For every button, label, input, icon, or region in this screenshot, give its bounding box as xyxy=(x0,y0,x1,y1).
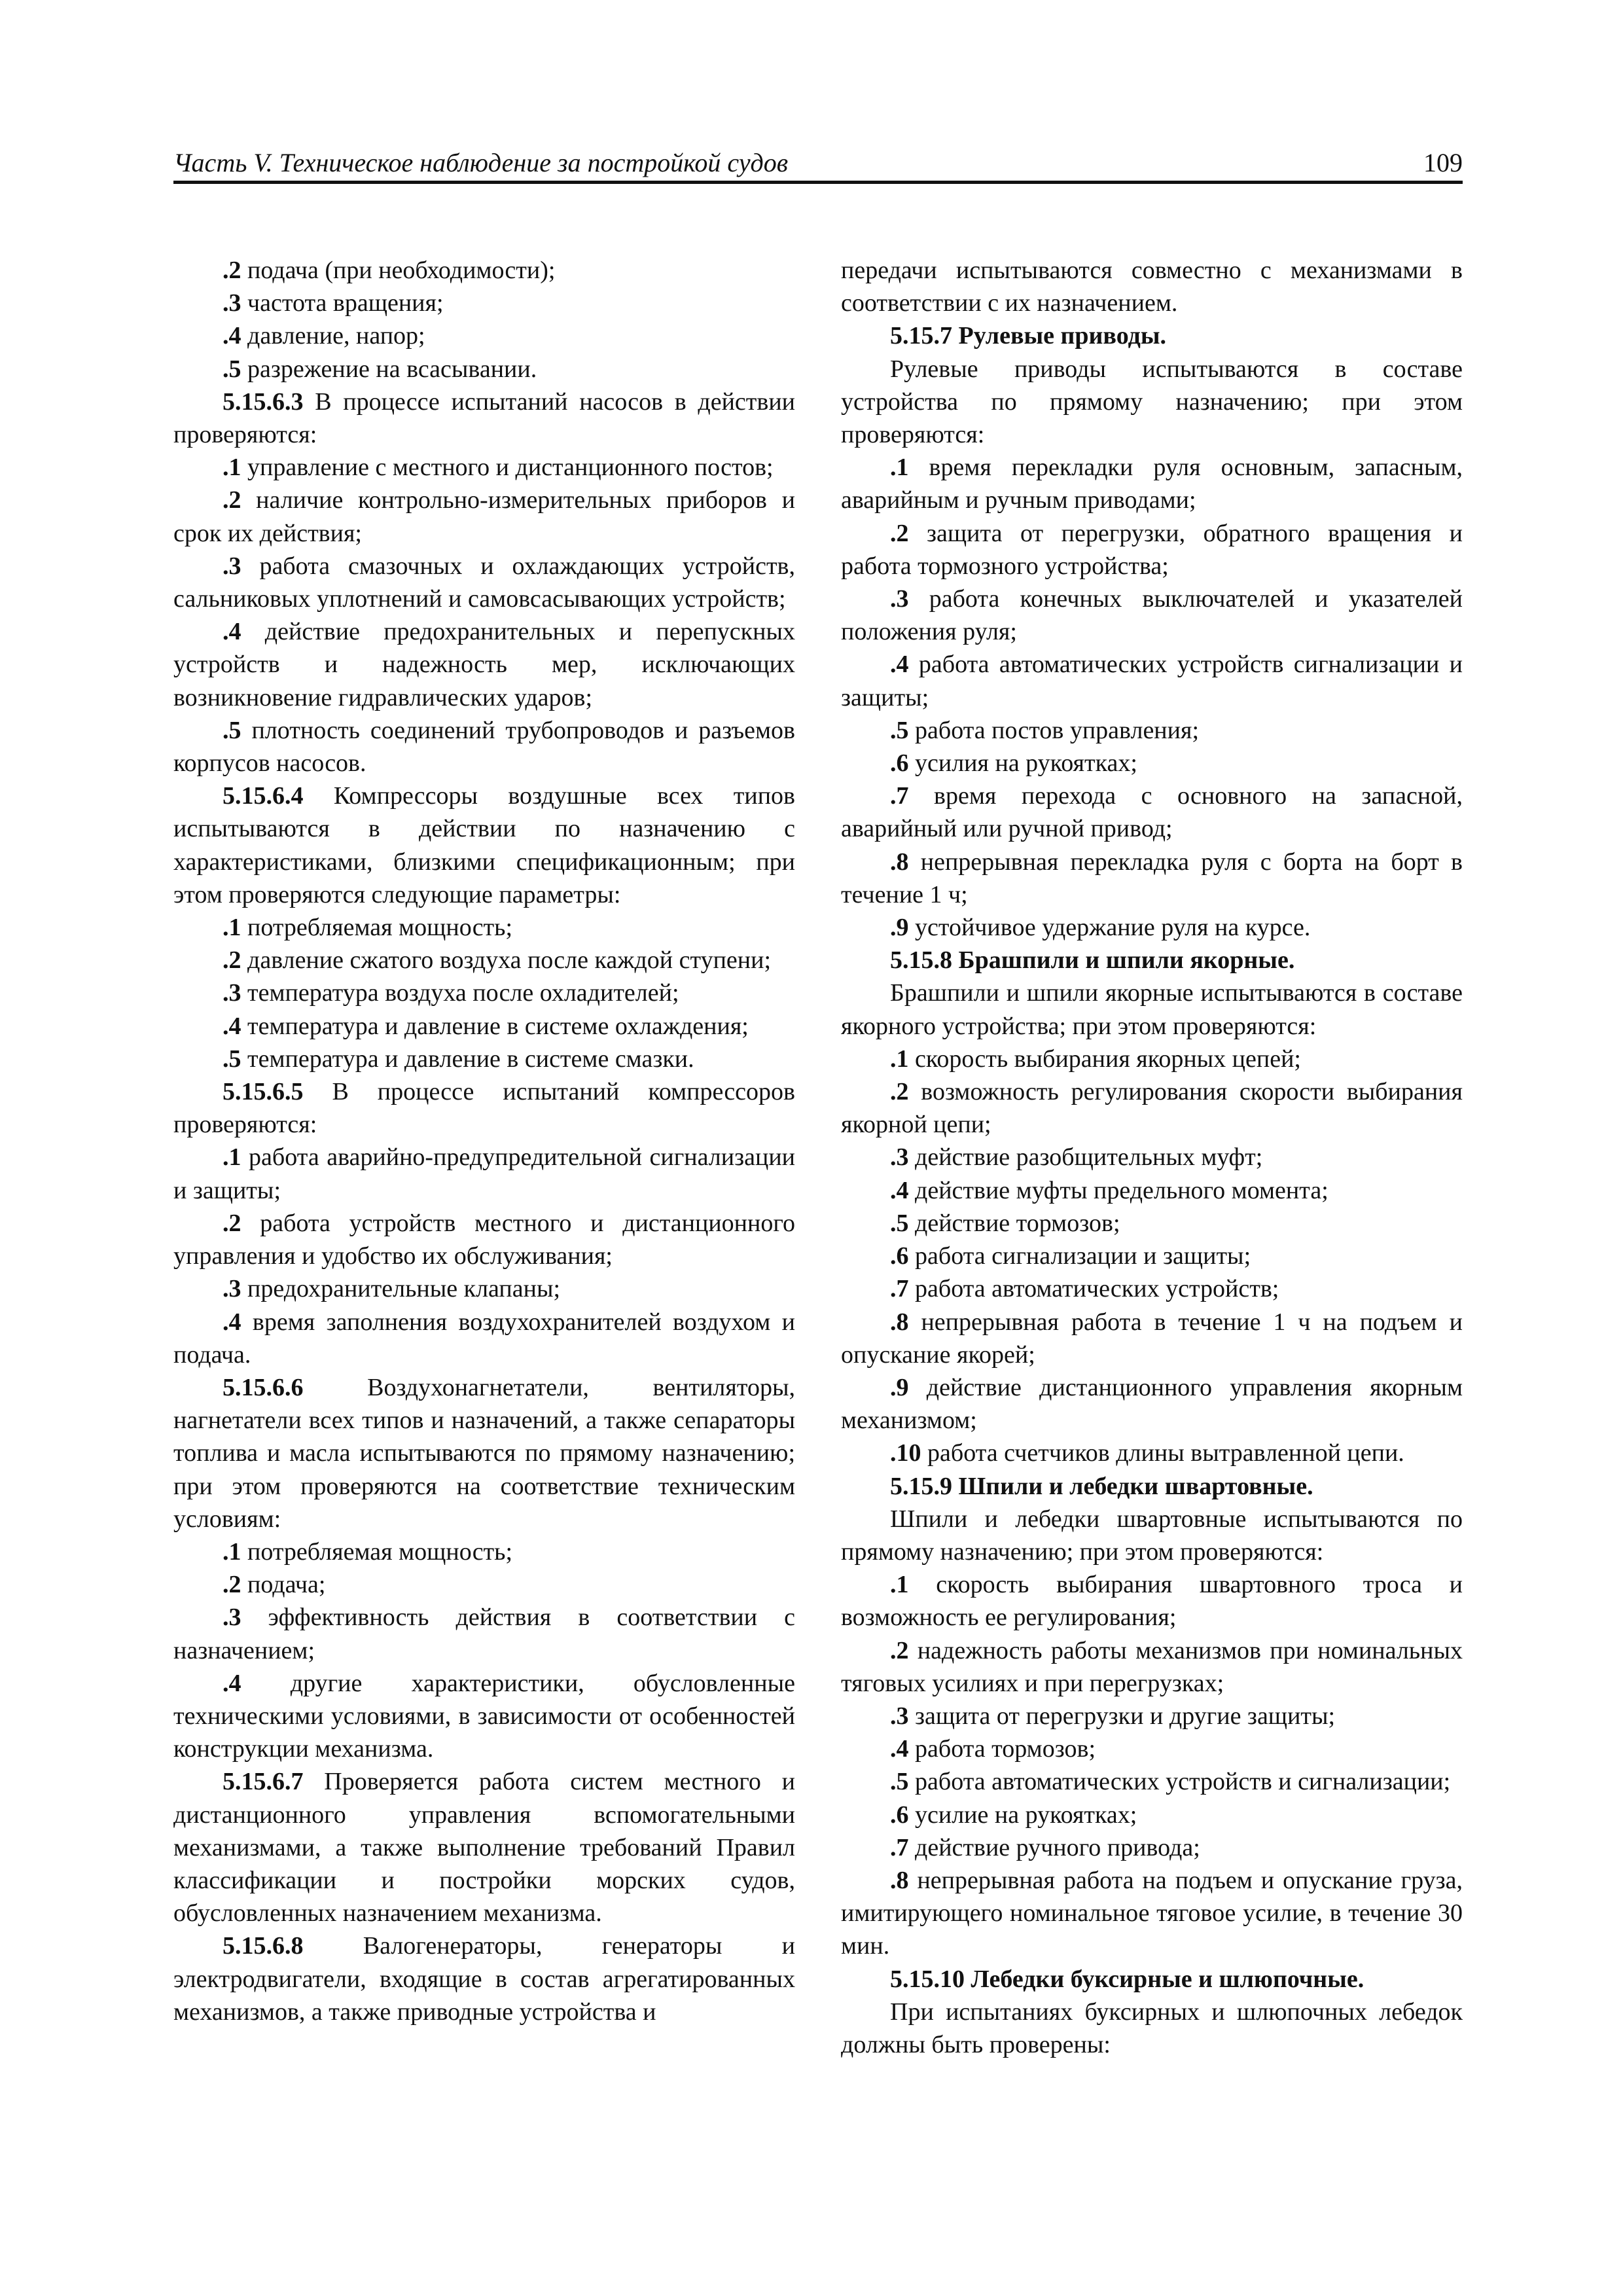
clause-number: 5.15.10 Лебедки буксирные и шлюпочные. xyxy=(890,1965,1364,1993)
paragraph-text: скорость выбирания якорных цепей; xyxy=(908,1045,1301,1073)
clause-number: .8 xyxy=(890,1308,909,1336)
paragraph-text: возможность регулирования скорости выбирания якорной цепи; xyxy=(841,1078,1463,1139)
paragraph xyxy=(841,1503,1463,1568)
paragraph xyxy=(841,451,1463,516)
paragraph-text: частота вращения; xyxy=(241,289,444,317)
paragraph-text: время заполнения воздухохранителей воздухом и подача. xyxy=(173,1308,795,1369)
paragraph-text: работа автоматических устройств; xyxy=(908,1275,1279,1303)
paragraph xyxy=(841,911,1463,944)
paragraph xyxy=(841,747,1463,780)
clause-number: .3 xyxy=(890,1143,909,1172)
clause-number: .6 xyxy=(890,1242,909,1270)
clause-number: .4 xyxy=(223,618,241,646)
paragraph xyxy=(173,386,795,451)
paragraph-text: потребляемая мощность; xyxy=(241,1537,513,1566)
paragraph-text: работа автоматических устройств и сигнализации; xyxy=(908,1768,1451,1796)
paragraph-text: работа смазочных и охлаждающих устройств, сальниковых уплотнений и самовсасывающих устройств; xyxy=(173,552,795,613)
paragraph-text: работа постов управления; xyxy=(908,716,1200,744)
paragraph-text: подача (при необходимости); xyxy=(241,257,556,284)
paragraph xyxy=(841,780,1463,845)
paragraph-text: непрерывная работа на подъем и опускание груза, имитирующего номинальное тяговое усилие, в течение 30 мин. xyxy=(841,1866,1463,1960)
clause-number: .1 xyxy=(223,1537,241,1566)
clause-number: .6 xyxy=(890,749,909,778)
clause-number: .2 xyxy=(223,1209,241,1237)
clause-number: .8 xyxy=(890,1866,909,1894)
paragraph xyxy=(841,1272,1463,1305)
paragraph xyxy=(841,977,1463,1042)
paragraph xyxy=(173,319,795,352)
clause-number: .1 xyxy=(890,454,909,482)
paragraph-text: Брашпили и шпили якорные испытываются в составе якорного устройства; при этом проверяются: xyxy=(841,979,1463,1040)
paragraph xyxy=(173,714,795,780)
paragraph xyxy=(841,1371,1463,1437)
paragraph xyxy=(841,1306,1463,1371)
paragraph xyxy=(173,1371,795,1535)
clause-number: .4 xyxy=(890,1735,909,1763)
paragraph-text: работа счетчиков длины вытравленной цепи. xyxy=(921,1439,1404,1467)
clause-number: .7 xyxy=(890,782,909,810)
clause-number: .3 xyxy=(890,585,909,613)
paragraph xyxy=(841,1043,1463,1075)
paragraph-text: температура и давление в системе охлаждения; xyxy=(241,1012,749,1040)
clause-number: .3 xyxy=(223,552,241,580)
clause-number: 5.15.6.7 xyxy=(223,1768,304,1796)
paragraph-text: температура воздуха после охладителей; xyxy=(241,979,679,1007)
paragraph xyxy=(841,1470,1463,1503)
clause-number: .8 xyxy=(890,848,909,876)
paragraph-text: усилие на рукоятках; xyxy=(908,1801,1137,1829)
paragraph xyxy=(841,1240,1463,1272)
paragraph xyxy=(173,1667,795,1766)
paragraph-text: Шпили и лебедки швартовные испытываются по прямому назначению; при этом проверяются: xyxy=(841,1505,1463,1566)
clause-number: 5.15.8 Брашпили и шпили якорные. xyxy=(890,946,1295,975)
clause-number: .5 xyxy=(223,1045,241,1073)
paragraph-text: защита от перегрузки и другие защиты; xyxy=(908,1702,1336,1730)
paragraph xyxy=(841,1963,1463,1996)
clause-number: .2 xyxy=(890,1078,909,1106)
clause-number: .3 xyxy=(223,1604,241,1632)
paragraph xyxy=(841,353,1463,452)
paragraph-text: работа аварийно-предупредительной сигнализации и защиты; xyxy=(173,1143,795,1204)
paragraph-text: время перекладки руля основным, запасным, аварийным и ручным приводами; xyxy=(841,454,1463,514)
paragraph-text: В процессе испытаний насосов в действии проверяются: xyxy=(173,387,795,449)
clause-number: .3 xyxy=(223,289,241,317)
paragraph xyxy=(173,1765,795,1929)
paragraph xyxy=(173,944,795,977)
paragraph-text: время перехода с основного на запасной, аварийный или ручной привод; xyxy=(841,782,1463,843)
paragraph-text: предохранительные клапаны; xyxy=(241,1275,561,1303)
paragraph xyxy=(173,1568,795,1601)
clause-number: .4 xyxy=(223,1669,241,1697)
paragraph xyxy=(173,254,795,287)
clause-number: 5.15.6.6 xyxy=(223,1373,304,1401)
paragraph xyxy=(841,1700,1463,1732)
paragraph-text: другие характеристики, обусловленные техническими условиями, в зависимости от особенностей конструкции механизма. xyxy=(173,1669,795,1763)
paragraph-text: Рулевые приводы испытываются в составе устройства по прямому назначению; при этом проверяются: xyxy=(841,355,1463,449)
paragraph-text: давление сжатого воздуха после каждой ступени; xyxy=(241,946,772,975)
paragraph xyxy=(173,1010,795,1043)
clause-number: .4 xyxy=(223,322,241,350)
paragraph xyxy=(173,550,795,615)
paragraph-text: передачи испытываются совместно с механизмами в соответствии с их назначением. xyxy=(841,257,1463,317)
paragraph xyxy=(841,1437,1463,1469)
paragraph-text: непрерывная перекладка руля с борта на борт в течение 1 ч; xyxy=(841,848,1463,908)
paragraph xyxy=(841,1634,1463,1700)
clause-number: .9 xyxy=(890,914,909,942)
paragraph-text: температура и давление в системе смазки. xyxy=(241,1045,694,1073)
clause-number: .4 xyxy=(890,651,909,679)
paragraph-text: разрежение на всасывании. xyxy=(241,355,537,383)
paragraph xyxy=(173,1207,795,1272)
clause-number: 5.15.6.4 xyxy=(223,782,304,810)
right-column xyxy=(841,254,1463,2061)
paragraph-text: Проверяется работа систем местного и дистанционного управления вспомогательными механизмами, а также выполнение требований Правил классификации и постройки морских судов, обусловленных назначением механизма. xyxy=(173,1768,795,1928)
paragraph-text: устойчивое удержание руля на курсе. xyxy=(908,914,1311,942)
clause-number: .5 xyxy=(223,355,241,383)
paragraph xyxy=(841,1568,1463,1634)
clause-number: 5.15.6.5 xyxy=(223,1078,304,1106)
clause-number: .7 xyxy=(890,1833,909,1861)
paragraph-text: надежность работы механизмов при номинальных тяговых усилиях и при перегрузках; xyxy=(841,1636,1463,1697)
clause-number: 5.15.6.8 xyxy=(223,1932,304,1960)
paragraph xyxy=(173,1272,795,1305)
paragraph xyxy=(841,1075,1463,1141)
paragraph-text: При испытаниях буксирных и шлюпочных лебедок должны быть проверены: xyxy=(841,1998,1463,2058)
paragraph-text: действие муфты предельного момента; xyxy=(908,1176,1329,1204)
paragraph xyxy=(173,1075,795,1141)
clause-number: .1 xyxy=(223,1143,241,1172)
clause-number: 5.15.9 Шпили и лебедки швартовные. xyxy=(890,1472,1313,1500)
paragraph-text: работа автоматических устройств сигнализации и защиты; xyxy=(841,651,1463,711)
running-header xyxy=(173,139,1463,184)
paragraph xyxy=(841,1799,1463,1831)
paragraph xyxy=(841,1141,1463,1174)
paragraph xyxy=(841,648,1463,713)
clause-number: .5 xyxy=(223,716,241,744)
paragraph xyxy=(841,1207,1463,1240)
paragraph-text: защита от перегрузки, обратного вращения и работа тормозного устройства; xyxy=(841,519,1463,580)
paragraph xyxy=(173,911,795,944)
paragraph-text: действие разобщительных муфт; xyxy=(908,1143,1263,1172)
paragraph-text: усилия на рукоятках; xyxy=(908,749,1137,778)
clause-number: .10 xyxy=(890,1439,921,1467)
clause-number: .1 xyxy=(890,1571,909,1599)
clause-number: .2 xyxy=(890,519,909,547)
clause-number: .1 xyxy=(223,454,241,482)
paragraph xyxy=(173,287,795,319)
paragraph xyxy=(173,353,795,386)
paragraph-text: управление с местного и дистанционного постов; xyxy=(241,454,774,482)
paragraph-text: действие тормозов; xyxy=(908,1209,1120,1237)
paragraph xyxy=(841,1996,1463,2061)
paragraph xyxy=(841,254,1463,319)
paragraph-text: работа устройств местного и дистанционного управления и удобство их обслуживания; xyxy=(173,1209,795,1270)
paragraph-text: непрерывная работа в течение 1 ч на подъем и опускание якорей; xyxy=(841,1308,1463,1369)
paragraph xyxy=(841,583,1463,648)
paragraph xyxy=(841,1765,1463,1798)
paragraph xyxy=(841,714,1463,747)
clause-number: .3 xyxy=(223,979,241,1007)
page-number: 109 xyxy=(1423,148,1463,177)
paragraph xyxy=(173,977,795,1009)
paragraph xyxy=(841,944,1463,977)
clause-number: .9 xyxy=(890,1373,909,1401)
clause-number: 5.15.6.3 xyxy=(223,387,304,416)
clause-number: .2 xyxy=(223,1571,241,1599)
paragraph-text: действие предохранительных и перепускных устройств и надежность мер, исключающих возникновение гидравлических ударов; xyxy=(173,618,795,711)
clause-number: .3 xyxy=(223,1275,241,1303)
paragraph xyxy=(841,517,1463,583)
clause-number: .2 xyxy=(890,1636,909,1664)
paragraph-text: Валогенераторы, генераторы и электродвигатели, входящие в состав агрегатированных механизмов, а также приводные устройства и xyxy=(173,1932,795,2026)
paragraph-text: Воздухонагнетатели, вентиляторы, нагнетатели всех типов и назначений, а также сепараторы топлива и масла испытываются по прямому назначению; при этом проверяются на соответствие техническим условиям: xyxy=(173,1373,795,1533)
paragraph-text: действие дистанционного управления якорным механизмом; xyxy=(841,1373,1463,1435)
clause-number: .2 xyxy=(223,946,241,975)
paragraph-text: скорость выбирания швартовного троса и возможность ее регулирования; xyxy=(841,1571,1463,1632)
paragraph xyxy=(173,1141,795,1206)
paragraph xyxy=(173,1601,795,1666)
header-title: Часть V. Техническое наблюдение за постройкой судов xyxy=(173,148,789,177)
clause-number: .3 xyxy=(890,1702,909,1730)
paragraph xyxy=(173,451,795,484)
clause-number: .5 xyxy=(890,716,909,744)
paragraph xyxy=(841,1864,1463,1963)
clause-number: .4 xyxy=(223,1012,241,1040)
clause-number: .1 xyxy=(890,1045,909,1073)
paragraph xyxy=(173,780,795,911)
paragraph-text: подача; xyxy=(241,1571,326,1599)
clause-number: 5.15.7 Рулевые приводы. xyxy=(890,322,1166,350)
clause-number: .7 xyxy=(890,1275,909,1303)
paragraph xyxy=(841,1174,1463,1207)
paragraph xyxy=(173,1535,795,1568)
paragraph-text: плотность соединений трубопроводов и разъемов корпусов насосов. xyxy=(173,716,795,778)
clause-number: .4 xyxy=(890,1176,909,1204)
paragraph-text: Компрессоры воздушные всех типов испытываются в действии по назначению с характеристиками, близкими спецификационным; при этом проверяются следующие параметры: xyxy=(173,782,795,908)
paragraph-text: В процессе испытаний компрессоров проверяются: xyxy=(173,1078,795,1139)
clause-number: .2 xyxy=(223,486,241,514)
paragraph-text: давление, напор; xyxy=(241,322,425,350)
paragraph-text: работа конечных выключателей и указателей положения руля; xyxy=(841,585,1463,646)
paragraph xyxy=(173,615,795,714)
paragraph xyxy=(841,1831,1463,1864)
clause-number: .2 xyxy=(223,257,241,284)
paragraph xyxy=(173,1043,795,1075)
paragraph xyxy=(173,1929,795,2028)
paragraph xyxy=(173,1306,795,1371)
left-column xyxy=(173,254,795,2028)
paragraph-text: наличие контрольно-измерительных приборов и срок их действия; xyxy=(173,486,795,547)
clause-number: .5 xyxy=(890,1209,909,1237)
clause-number: .4 xyxy=(223,1308,241,1336)
paragraph-text: эффективность действия в соответствии с назначением; xyxy=(173,1604,795,1664)
clause-number: .5 xyxy=(890,1768,909,1796)
paragraph xyxy=(841,319,1463,352)
paragraph-text: действие ручного привода; xyxy=(908,1833,1200,1861)
paragraph xyxy=(173,484,795,549)
paragraph-text: работа тормозов; xyxy=(908,1735,1096,1763)
paragraph-text: работа сигнализации и защиты; xyxy=(908,1242,1251,1270)
clause-number: .6 xyxy=(890,1801,909,1829)
paragraph-text: потребляемая мощность; xyxy=(241,914,513,942)
paragraph xyxy=(841,846,1463,911)
clause-number: .1 xyxy=(223,914,241,942)
paragraph xyxy=(841,1732,1463,1765)
